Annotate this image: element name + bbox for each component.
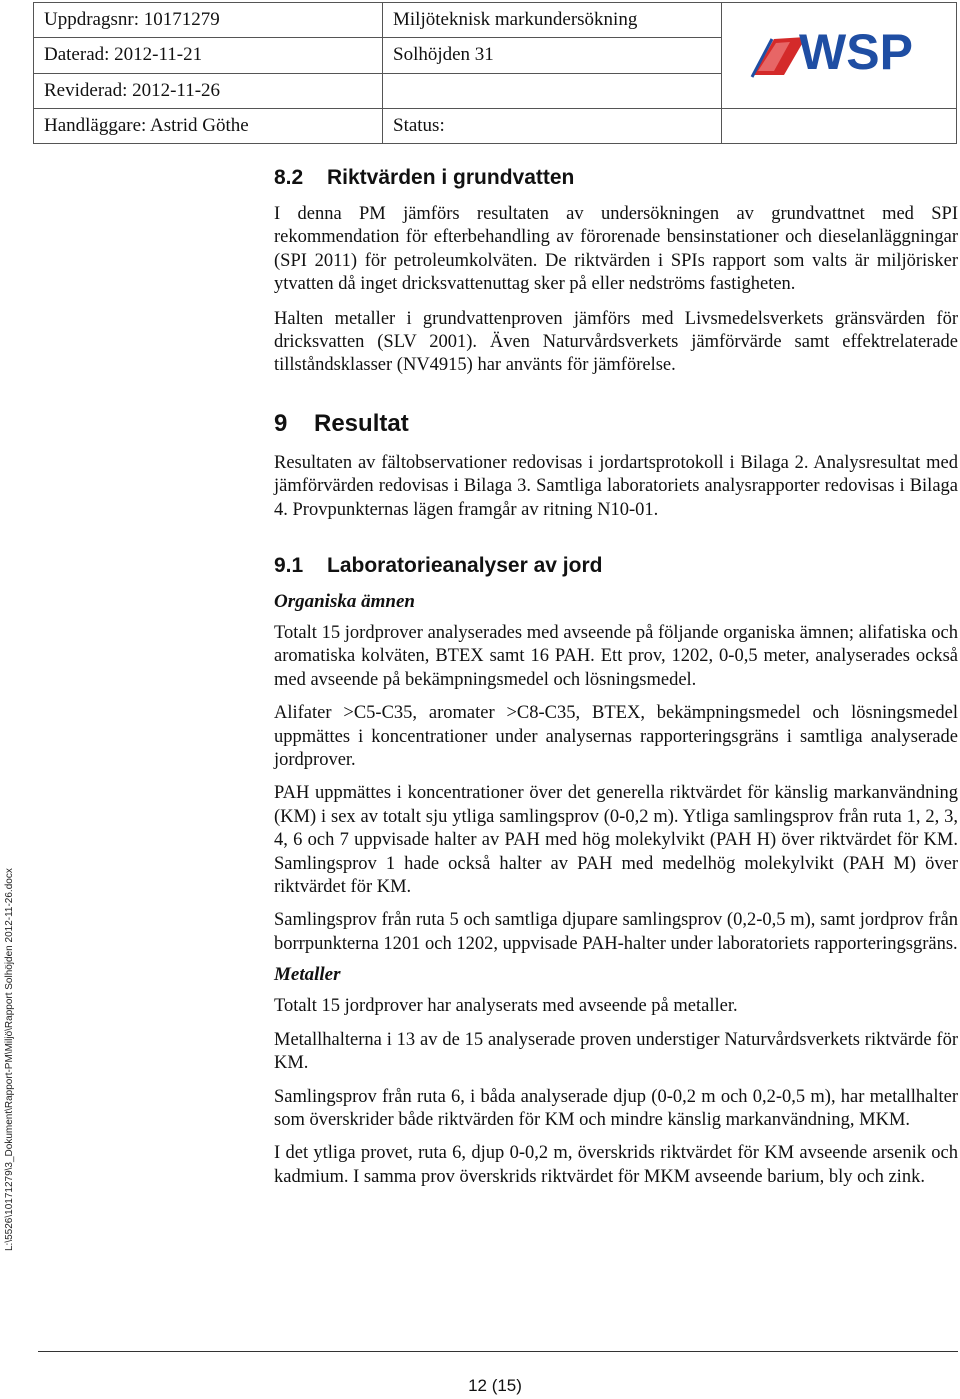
header-table xyxy=(33,2,957,144)
subheading-organic: Organiska ämnen xyxy=(274,591,415,612)
date-revised: Reviderad: 2012-11-26 xyxy=(34,73,383,108)
report-title: Miljöteknisk markundersökning xyxy=(383,3,722,38)
section-9-1 xyxy=(274,554,958,578)
handler: Handläggare: Astrid Göthe xyxy=(34,108,383,143)
date-created: Daterad: 2012-11-21 xyxy=(34,38,383,73)
section-number: 9.1 xyxy=(274,554,304,577)
logo-cell xyxy=(722,3,957,109)
section-9 xyxy=(274,410,958,438)
section-8-2-body xyxy=(274,203,958,378)
logo-text: WSP xyxy=(799,24,913,81)
subheading-metals: Metaller xyxy=(274,964,341,986)
section-9-1-body xyxy=(274,591,958,1189)
section-8-2 xyxy=(274,166,958,190)
paragraph: Metallhalterna i 13 av de 15 analyserade proven understiger Naturvårdsverkets riktvärde för KM. xyxy=(274,1029,958,1074)
paragraph: Totalt 15 jordprover har analyserats med avseende på metaller. xyxy=(274,996,738,1017)
wsp-logo xyxy=(744,17,934,87)
flag-icon xyxy=(752,37,806,77)
footer-divider xyxy=(38,1351,958,1352)
paragraph: PAH uppmättes i koncentrationer över det generella riktvärdet för känslig markanvändning (KM) i sex av totalt sju ytliga samlingsprov (0-0,2 m). Ytliga samlingsprov från ruta 1, 2, 3, 4, 6 och 7 uppvisade halter av PAH med hög molekylvikt (PAH H) över riktvärdet för KM. Samlingsprov 1 hade också halter av PAH med medelhög molekylvikt (PAH M) över riktvärdet för KM. xyxy=(274,783,958,898)
project-number: Uppdragsnr: 10171279 xyxy=(34,3,383,38)
section-title: Resultat xyxy=(314,410,409,437)
section-heading xyxy=(274,554,958,578)
section-title: Riktvärden i grundvatten xyxy=(327,166,575,189)
paragraph: I denna PM jämförs resultaten av undersökningen av grundvattnet med SPI rekommendation för efterbehandling av förorenade bensinstationer och dieselanläggningar (SPI 2011) för petroleumkolväten. De riktvärden i SPIs rapport som valts är miljörisker ytvatten då inget dricksvattenuttag sker på eller nedströms fastigheten. xyxy=(274,204,958,295)
section-title: Laboratorieanalyser av jord xyxy=(327,554,603,577)
paragraph: Totalt 15 jordprover analyserades med avseende på följande organiska ämnen; alifatiska och aromatiska kolväten, BTEX samt 16 PAH. Ett prov, 1202, 0-0,5 meter, analyserades också med avseende på bekämpningsmedel och lösningsmedel. xyxy=(274,623,958,690)
empty-cell xyxy=(383,73,722,108)
paragraph: Halten metaller i grundvattenproven jämförs med Livsmedelsverkets gränsvärden för dricksvatten (SLV 2001). Även Naturvårdsverkets jämförvärde samt effektrelaterade tillståndsklasser (NV4915) har använts för jämförelse. xyxy=(274,308,958,376)
file-path-sidebar: L:\5526\10171279\3_Dokument\Rapport-PM\Miljö\Rapport Solhöjden 2012-11-26.docx xyxy=(4,868,15,1251)
page-number: 12 (15) xyxy=(468,1376,522,1395)
paragraph: I det ytliga provet, ruta 6, djup 0-0,2 m, överskrids riktvärdet för KM avseende arsenik och kadmium. I samma prov överskrids riktvärdet för MKM avseende barium, bly och zink. xyxy=(274,1143,958,1187)
section-9-body xyxy=(274,452,958,522)
status-label: Status: xyxy=(383,108,722,143)
paragraph: Samlingsprov från ruta 6, i båda analyserade djup (0-0,2 m och 0,2-0,5 m), har metallhalter som överskrider både riktvärden för KM och mindre känslig markanvändning, MKM. xyxy=(274,1086,958,1130)
paragraph: Samlingsprov från ruta 5 och samtliga djupare samlingsprov (0,2-0,5 m), samt jordprov från borrpunkterna 1201 och 1202, uppvisade PAH-halter under laboratoriets rapporteringsgräns. xyxy=(274,910,958,954)
section-heading xyxy=(274,410,958,438)
section-heading xyxy=(274,166,958,190)
section-number: 9 xyxy=(274,410,288,437)
empty-cell xyxy=(722,108,957,143)
paragraph: Resultaten av fältobservationer redovisas i jordartsprotokoll i Bilaga 2. Analysresultat med jämförvärden redovisas i Bilaga 3. Samtliga laboratoriets analysrapporter redovisas i Bilaga 4. Provpunkternas lägen framgår av ritning N10-01. xyxy=(274,453,958,520)
section-number: 8.2 xyxy=(274,166,304,189)
address: Solhöjden 31 xyxy=(383,38,722,73)
paragraph: Alifater >C5-C35, aromater >C8-C35, BTEX, bekämpningsmedel och lösningsmedel uppmättes i koncentrationer under analysernas rapporteringsgräns i samtliga analyserade jordprover. xyxy=(274,703,958,771)
